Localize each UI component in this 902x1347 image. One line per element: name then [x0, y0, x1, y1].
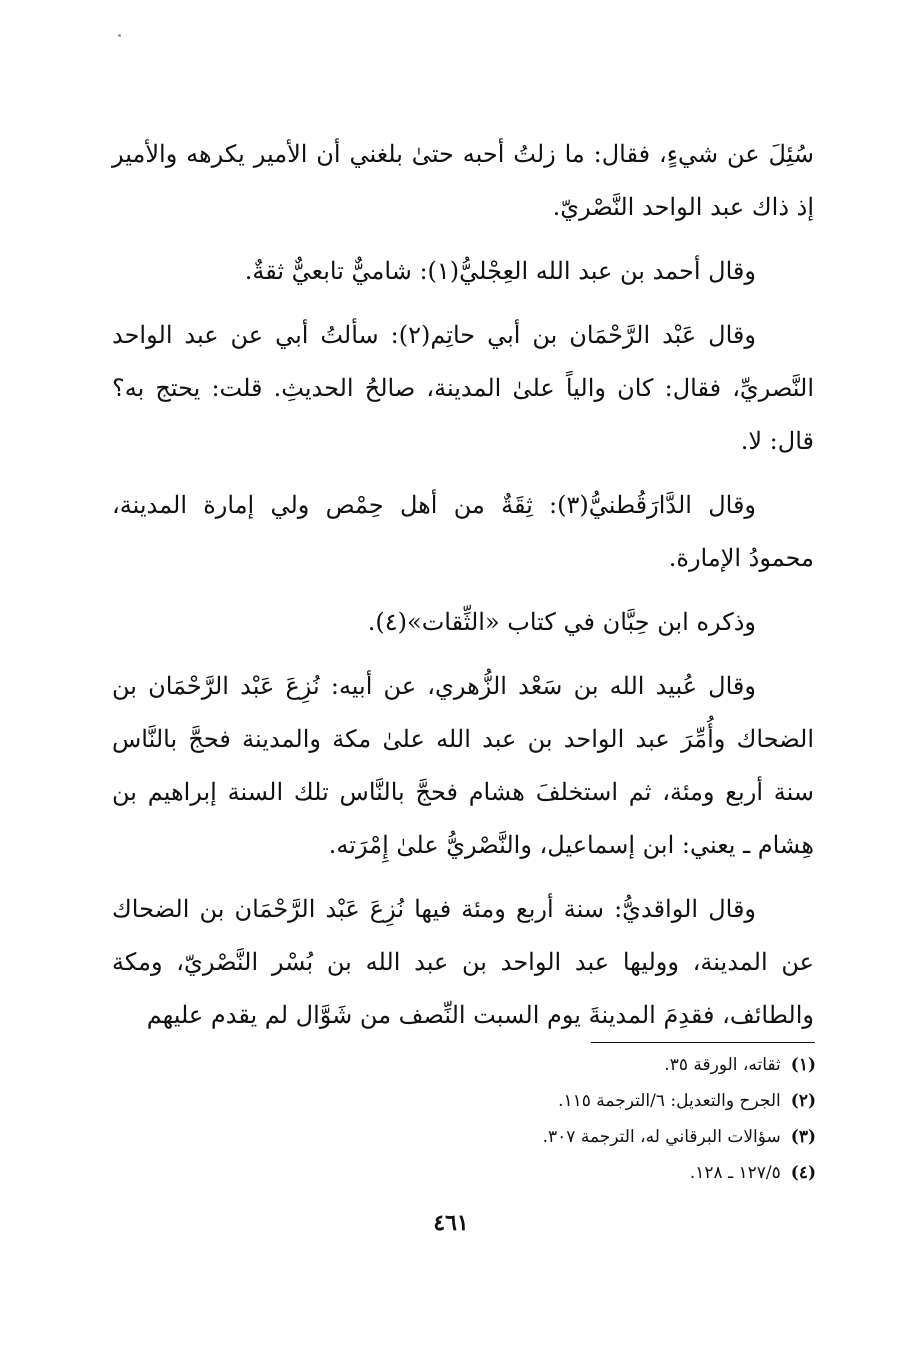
footnote-1: [112, 1047, 816, 1083]
footnote-number: (٤): [790, 1163, 816, 1183]
footnote-text: ١٢٧/٥ ـ ١٢٨.: [689, 1163, 781, 1183]
paragraph-2: وقال أحمد بن عبد الله العِجْليُّ(١): شاميٌّ تابعيٌّ ثقةٌ.: [244, 257, 756, 285]
footnote-number: (٢): [790, 1091, 816, 1111]
footnote-4: [112, 1155, 816, 1191]
scan-speck: [118, 34, 121, 37]
page-number: ٤٦١: [433, 1210, 469, 1236]
footnote-3: [112, 1119, 816, 1155]
footnote-2: [112, 1083, 816, 1119]
paragraph-7: وقال الواقديُّ: سنة أربع ومئة فيها نُزِعَ عَبْد الرَّحْمَان بن الضحاك عن المدينة، ووليها عبد الواحد بن عبد الله بن بُسْر النَّصْريّ، ومكة والطائف، فقدِمَ المدينةَ يوم السبت النِّصف من شَوَّال لم يقدم عليهم: [112, 895, 814, 1029]
footnote-text: الجرح والتعديل: ٦/الترجمة ١١٥.: [558, 1091, 781, 1111]
paragraph-6: وقال عُبيد الله بن سَعْد الزُّهري، عن أبيه: نُزِعَ عَبْد الرَّحْمَان بن الضحاك وأُمِّرَ عبد الواحد بن عبد الله علىٰ مكة والمدينة فحجَّ بالنَّاس سنة أربع ومئة، ثم استخلفَ هشام فحجَّ بالنَّاس تلك السنة إبراهيم بن هِشام ـ يعني: ابن إسماعيل، والنَّصْريُّ علىٰ إِمْرَته.: [112, 672, 814, 859]
footnote-text: سؤالات البرقاني له، الترجمة ٣٠٧.: [542, 1127, 781, 1147]
footnote-text: ثقاته، الورقة ٣٥.: [664, 1055, 781, 1075]
footnotes: [112, 1047, 816, 1191]
footnote-number: (١): [790, 1055, 816, 1075]
footnote-divider: [591, 1042, 815, 1043]
footnote-number: (٣): [790, 1127, 816, 1147]
paragraph-1: سُئِلَ عن شيءٍ، فقال: ما زلتُ أحبه حتىٰ بلغني أن الأمير يكرهه والأمير إذ ذاك عبد الواحد النَّصْريّ.: [112, 140, 814, 221]
paragraph-4: وقال الدَّارَقُطنيُّ(٣): ثِقَةٌ من أهل حِمْص ولي إمارة المدينة، محمودُ الإمارة.: [112, 491, 814, 572]
paragraph-3: وقال عَبْد الرَّحْمَان بن أبي حاتِم(٢): سألتُ أبي عن عبد الواحد النَّصريِّ، فقال: كان والياً علىٰ المدينة، صالحُ الحديثِ. قلت: يحتج به؟ قال: لا.: [112, 321, 814, 455]
main-text: [112, 128, 814, 1053]
paragraph-5: وذكره ابن حِبَّان في كتاب «الثِّقات»(٤).: [367, 608, 756, 636]
